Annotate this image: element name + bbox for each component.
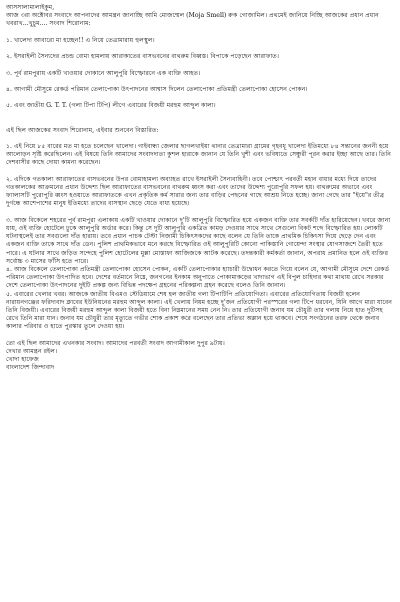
detail-5: ৫. এবারের খেলার খবর। আজকে জাতীয় বিএমও স্টেডিয়ামে শেষ হল জাতীয় গলা টিপাটিপি প্রতিযোগিতা। এবারের প্রতিযোগিতায় বিজয়ী হলেন নারায়নগঞ্জের ফরিদাবাদ ক্লাবের ইউনিয়নের মরহুম আব্দুল কালা। এই খেলায় নিয়ম হচ্ছে দু'জন প্রতিযোগী পরস্পরের গলা টিপে ধরবেন, যিনি আগে মারা যাবেন তিনি বিজয়ী। এবারের বিজয়ী মরহুম আব্দুল কালা বিজয়ী হতে বিনা নিম্নমানের সময় নেন নি। তার প্রতিযোগী জনাব যম চৌধুরী তার গলায় নিয়ে হাত দুটিসহ রেখে তিনি মারা যান। জনাব যম চৌধুরী তার মৃত্যুতে গভীর শোক প্রকাশ করে বলেছেন তার প্রতিভা অম্লান হয়ে থাকবে। শেষে সংগঠনের তরফ থেকে জনাব কালার পরিবার ও হাতে পুরস্কার তুলে দেওয়া হয়। xyxy=(6,290,392,331)
detail-2: ২. এদিকে গতকাল্য আরাফাতের বাসভবনের উপর বোমাহামলা অব্যাহত রাখে ইসরাইলী সৈন্যবাহিনী। তবে পোশ্চাৎ পরবর্তী মহান বাধার মধ্যে দিয়ে তাদের গতকালকের আক্রমনের প্রধান উদ্দেশ্য ছিল আরাফাতের বাসভবনের বাথরুম ধ্বংস করা এবং তাদের উদ্দেশ্য পুরোপুরি সফল হয়। বাথরুমের অভাবে এবং ফ্যালাসটি পুরোপুরি ধ্বংস হওয়াতে আরাফাতকে এখন প্রকৃতিক কর্ম সারার জন্য তার বাড়ির পেছনের গাছে আশ্রয় নিতে হচ্ছে। জানা গেছে তার "ইয়ে"র তীব্র দুর্গন্ধে আশেপাশের মানুষ ইতিমধ্যে তাদের বাসস্থান ছেড়ে যেতে বাধ্য হয়েছে। xyxy=(6,175,385,208)
signoff-3: বাংলাদেশ জিন্দাবাদ xyxy=(6,364,55,372)
headline-4: ৪. আগামী মৌসুমে রেকর্ড পরিমান তেলাপোকা উৎপাদনের আশ্বাস দিলেন তেলাপোকা প্রতিমন্ত্রী তেলাপোকা হোসেন পোকন। xyxy=(6,85,308,93)
headline-5: ৫. এবং জাতীয় G. T. T. (গলা টিপা টিপি) লীগে এবারের বিজয়ী মরহুম আব্দুল কালা। xyxy=(6,102,216,110)
signoff-1: দেখার আমন্ত্রন রইল। xyxy=(6,347,58,355)
closing-line: তো এই ছিল আমাদের এখনকার সংবাদ। আমাদের পরবর্তী সংবাদ আগামীকাল দুপুর ৯টায়। xyxy=(6,339,225,347)
detail-3: ৩. আজ বিকেলে শহরের পূর্ব রামপুরা এলাকায় একটি খাওয়ার দোকানে দু'টি আলুপুরি বিস্ফোরিত হয়ে একজন ব্যক্তি তার সবর্কটি দাঁত হারিয়েছেন। খবরে জানা যায়, ওই ব্যক্তি হোটেলে ঢুকে আলুপুরি অর্ডার করে। কিন্তু সে দুটি আলুপুরি একত্রিত কামড় দেওয়ার সাথে সাথে সেগুলো বিকট শব্দে বিস্ফোরিত হয়। লোকটি ঘটনাস্থলেই তার সবগুলো দাঁত হারায়। তবে প্রধান পাচক টেস্টা নিজামী চিকিৎসকদের কাছে বলেন যে তিনি তাকে প্রাথমিক চিকিৎসা দিয়ে ছেড়ে দেন এবং একজন ব্যক্তি তাকে সাথে দাঁত ডেন। পুলিশ প্রাথমিকভাবে মনে করছে বিস্ফোরিত ওই আলুপুরিটি কোনো পাকিস্তানি গোয়েন্দা সংস্থার যোগসাজশে তৈরী হতে পারে। এ ঘটনার সাথে জড়িত সন্দেহে পুলিশ হোটেলের মুল্লা মোস্তাফা আজিজকে আটক করেছে। তদন্তকারী কর্মকর্তা জানান, অপরাধ প্রমানিত হলে ওই ব্যক্তির সর্বোচ্চ ৩ মাসের ফাঁসি হতে পারে। xyxy=(6,216,391,265)
headline-1: ১. খালেদা আবারো মা হচ্ছেন!! এ নিয়ে তেত্রামারায় হুলস্থুল। xyxy=(6,36,155,44)
greeting: আসসালামালাইকুম, xyxy=(6,4,55,11)
headline-2: ২. ইসরাইলী সৈন্যদের প্রচন্ড বোমা হামলায় আরাকাতের বাসভবনের বাথরুম বিধ্বস্ত। বিপাকে পড়েছেন আরাফাত। xyxy=(6,53,279,61)
intro-paragraph: আজ ৩রা অক্টোবর সংবাদে আপনাদের আমন্ত্রন জানাচ্ছি আমি মোজম্মেল (Moja Smell) রুক গোজামিল। প্রথমেই জানিয়ে নিচ্ছি আজকের প্রধান প্রধান খবরাখ...খুচুম.... সংবাদ শিরোনাম: xyxy=(6,12,379,28)
detail-intro: এই ছিল আজকের সংবাদ শিরোনাম, এইবার শুনবেন বিস্তারিত: xyxy=(6,126,159,134)
detail-1: ১. এই নিয়ে ৮৫ বারের মত মা হতে চলেছেন খালেদা। গাইবান্ধা জেলার ছাগলখাইয়া থানার তেত্রামারা গ্রামের গৃহবধূ খালেদা ইতিমধ্যে ৮৪ সন্তানের জননী হয়ে আলোড়ন সৃষ্টি করেছিলেন। এই বিষয়ে তিনি আমাদের সংবাদদাতা কুশল হারাকে জানান যে তিনি খুশী এবং ভবিষ্যতে সেঞ্চুরী পূরন করার ইচ্ছা আছে তার। তিনি দেশবাসীর কাছে দোয়া কামনা করেছেন। xyxy=(6,142,391,167)
headline-3: ৩. পূর্ব রামপুরায় একটি খাওয়ার দোকানে আলুপুরি বিস্ফোরনে এক ব্যক্তি আহত। xyxy=(6,69,201,77)
detail-4: ৪. আজ বিকেলে তেলাপোকা প্রতিমন্ত্রী তেলাপোকা হোসেন পোকন, একটি তেলাপোকার হ্যাচারী উদ্বোধন করতে গিয়ে বলেন যে, আগামী মৌসুমে দেশে রেকর্ড পরিমান তেলাপোকা উৎপাদিত হবে। দেশের বর্তমানে নিম্নে, জনগনের ইনকাম অনুপাতে পোকামাকড়ের খাদ্যভাগ এই বিপুল চাহিদার কথা মাথায় রেখে সরকার দেশে তেলাপোকা উৎপাদনের দুইটি প্রকল্প জন্য বিভিন্ন পদক্ষেপ গ্রহনের পরিকল্পনা গ্রহন করেছে বলেও তিনি জানান। xyxy=(6,265,390,290)
signoff-2: খোদা হাফেজ xyxy=(6,356,39,364)
